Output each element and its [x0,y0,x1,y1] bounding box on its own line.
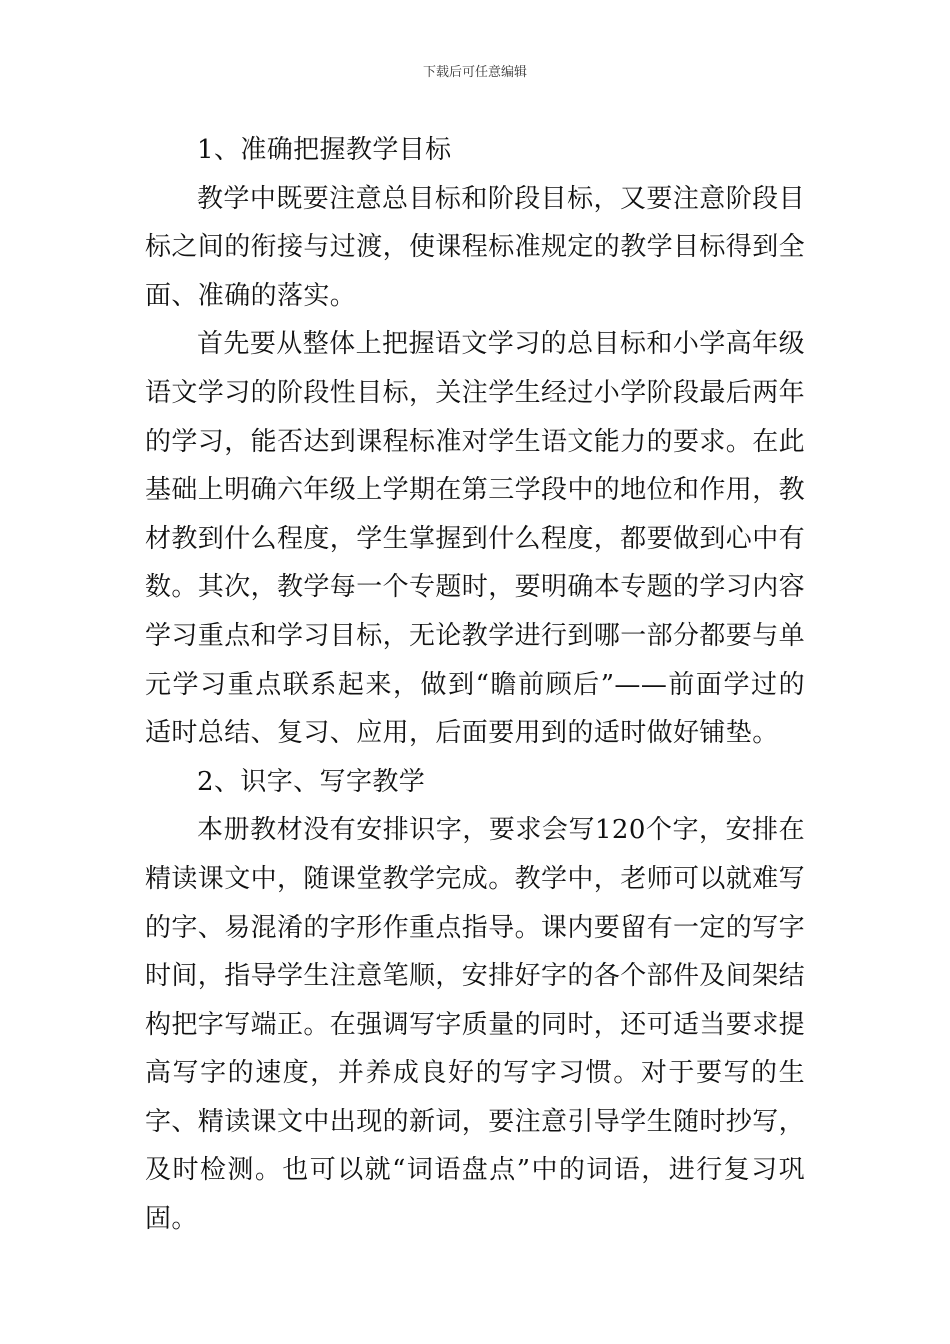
section-heading-2: 2、识字、写字教学 [197,766,426,797]
page-header: 下载后可任意编辑 [422,65,527,80]
paragraph-1: 教学中既要注意总目标和阶段目标，又要注意阶段目标之间的衔接与过渡，使课程标准规定的教学目标得到全面、准确的落实。 [145,183,806,311]
paragraph-2: 首先要从整体上把握语文学习的总目标和小学高年级语文学习的阶段性目标，关注学生经过小学阶段最后两年的学习，能否达到课程标准对学生语文能力的要求。在此基础上明确六年级上学期在第三学段中的地位和作用，教材教到什么程度，学生掌握到什么程度，都要做到心中有数。其次，教学每一个专题时，要明确本专题的学习内容学习重点和学习目标，无论教学进行到哪一部分都要与单元学习重点联系起来，做到“瞻前顾后”——前面学过的适时总结、复习、应用，后面要用到的适时做好铺垫。 [145,329,806,749]
document-body [145,126,805,1244]
section-heading-1: 1、准确把握教学目标 [197,135,452,165]
paragraph-3: 本册教材没有安排识字，要求会写120个字，安排在精读课文中，随课堂教学完成。教学中，老师可以就难写的字、易混淆的字形作重点指导。课内要留有一定的写字时间，指导学生注意笔顺，安排好字的各个部件及间架结构把字写端正。在强调写字质量的同时，还可适当要求提高写字的速度，并养成良好的写字习惯。对于要写的生字、精读课文中出现的新词，要注意引导学生随时抄写，及时检测。也可以就“词语盘点”中的词语，进行复习巩固。 [145,815,806,1235]
